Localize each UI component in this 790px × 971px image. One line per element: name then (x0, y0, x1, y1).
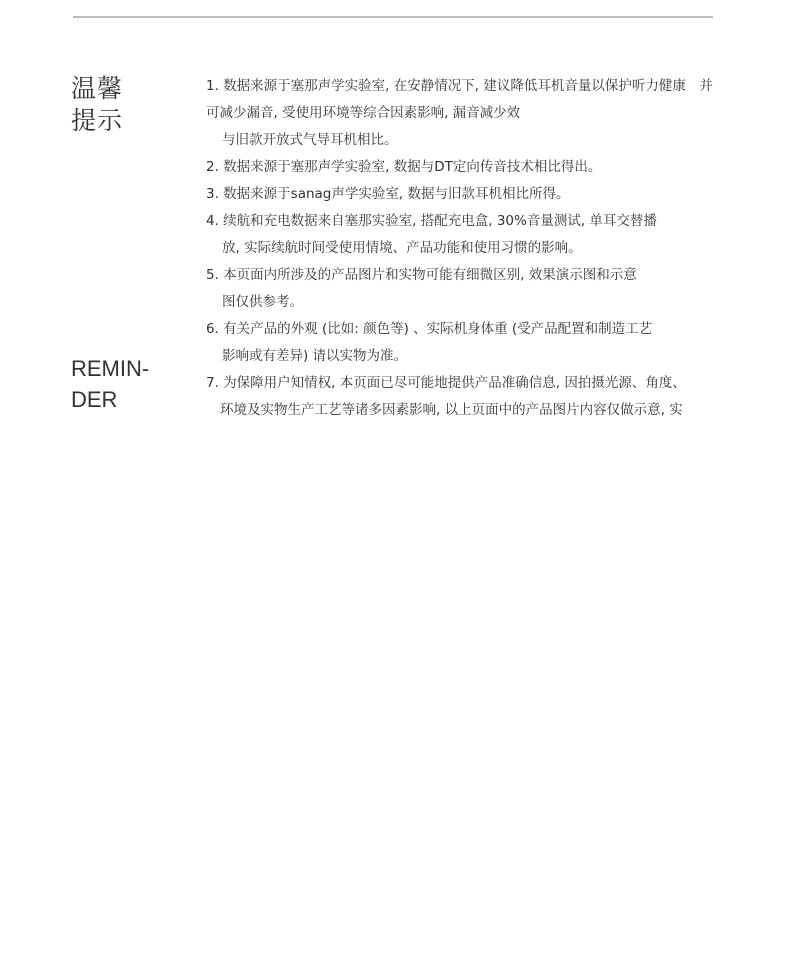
note-3: 3. 数据来源于sanag声学实验室, 数据与旧款耳机相比所得。 (206, 186, 570, 202)
top-divider (73, 16, 713, 18)
reminder-heading-english (71, 353, 191, 415)
note-7-line-2: 环境及实物生产工艺等诸多因素影响, 以上页面中的产品图片内容仅做示意, 实 (220, 402, 683, 418)
note-1-line-3: 与旧款开放式气导耳机相比。 (222, 132, 398, 148)
heading-en-line-2: DER (71, 387, 118, 412)
note-7-line-1: 7. 为保障用户知情权, 本页面已尽可能地提供产品准确信息, 因拍摄光源、角度、 (206, 375, 686, 391)
note-5-line-2: 图仅供参考。 (222, 294, 303, 310)
heading-cn-line-2: 提示 (71, 106, 124, 135)
heading-en-line-1: REMIN- (71, 356, 150, 381)
note-5-line-1: 5. 本页面内所涉及的产品图片和实物可能有细微区别, 效果演示图和示意 (206, 267, 637, 283)
note-1-line-2: 可减少漏音, 受使用环境等综合因素影响, 漏音减少效 (206, 105, 521, 121)
note-1-line-1: 1. 数据来源于塞那声学实验室, 在安静情况下, 建议降低耳机音量以保护听力健康 并 (206, 78, 713, 94)
note-6-line-1: 6. 有关产品的外观 (比如: 颜色等) 、实际机身体重 (受产品配置和制造工艺 (206, 321, 653, 337)
heading-cn-line-1: 温馨 (71, 74, 124, 103)
reminder-heading-chinese (71, 73, 161, 137)
note-6-line-2: 影响或有差异) 请以实物为准。 (222, 348, 408, 364)
note-2: 2. 数据来源于塞那声学实验室, 数据与DT定向传音技术相比得出。 (206, 159, 602, 175)
note-4-line-1: 4. 续航和充电数据来自塞那实验室, 搭配充电盒, 30%音量测试, 单耳交替播 (206, 213, 657, 229)
note-4-line-2: 放, 实际续航时间受使用情境、产品功能和使用习惯的影响。 (222, 240, 582, 256)
